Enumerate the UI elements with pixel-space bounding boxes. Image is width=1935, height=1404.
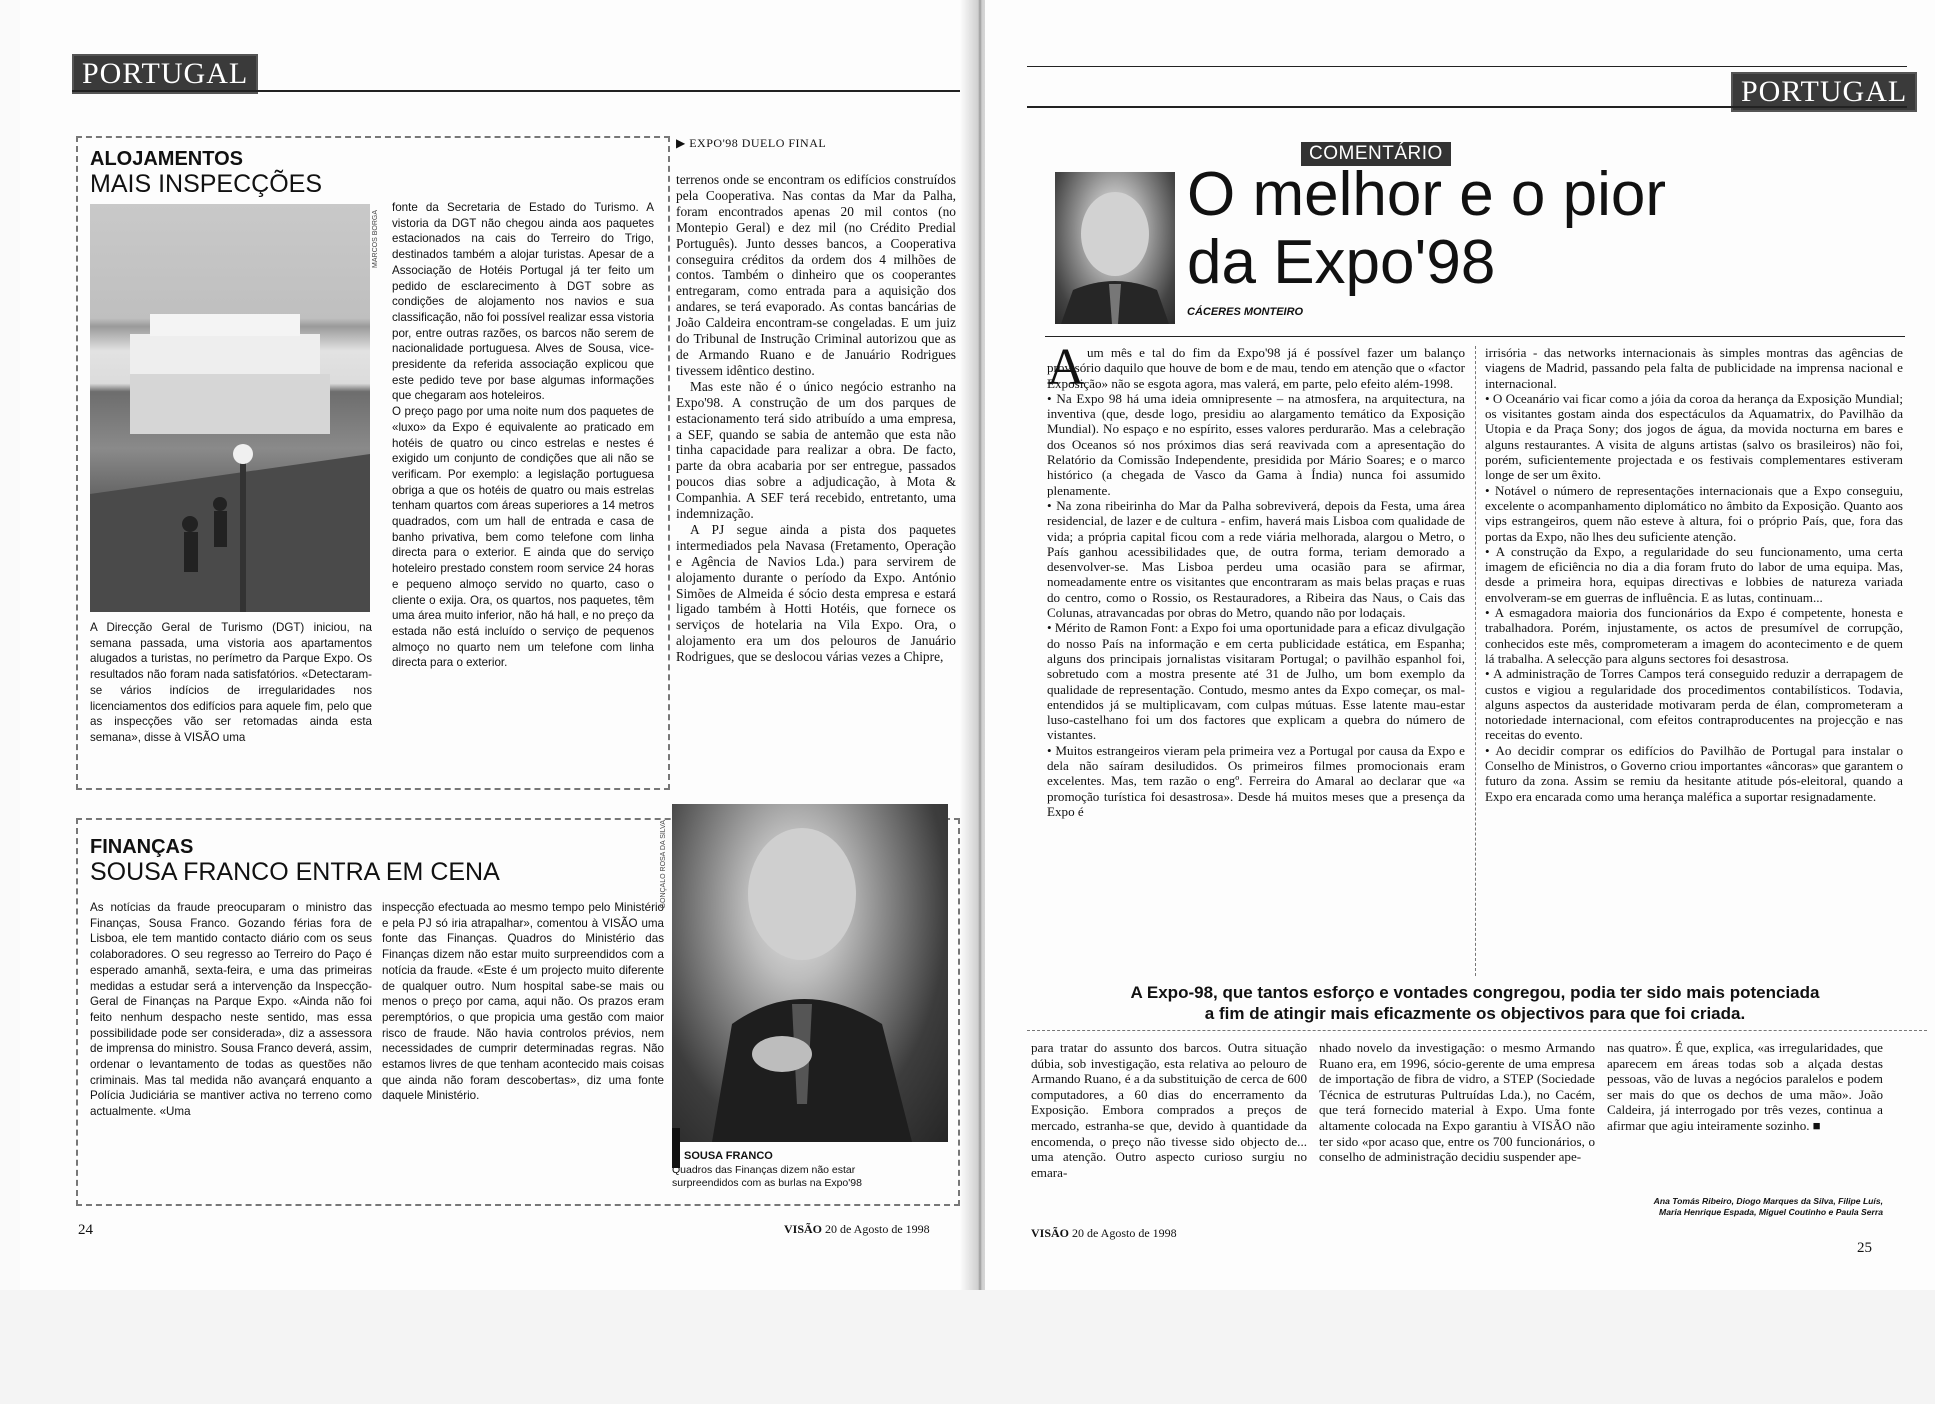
comment-label: COMENTÁRIO (1301, 142, 1451, 166)
footer-mag: VISÃO (784, 1222, 823, 1236)
paragraph: • Ao decidir comprar os edifícios do Pavilhão de Portugal para instalar o Conselho de Ministros, o Governo criou importantes «âncoras» que garantem o futuro da zona. Assim se remiu da hesitante atitude pós-eleitoral, quando a Expo era encarada como uma herança maléfica a suportar resignadamente. (1485, 742, 1903, 804)
author-photo (1055, 172, 1175, 324)
headline-line1: O melhor e o pior (1187, 160, 1666, 229)
duelo-kicker: ▶ EXPO'98 DUELO FINAL (676, 136, 827, 150)
bottom-col2: nhado novelo da investigação: o mesmo Armando Ruano era, em 1996, sócio-gerente de uma empresa de importação de fibra de vidro, a STEP (Sociedade Técnica de estruturas Pultruídas Lda.), no Cacém, que terá fornecido material à Expo. Uma fonte altamente colocada na Expo garantiu à VISÃO não ter sido «por acaso que, entre os 700 funcionários, o conselho de administração decidiu suspender ape- (1319, 1040, 1595, 1165)
credits (1607, 1196, 1883, 1218)
paragraph: terrenos onde se encontram os edifícios construídos pela Cooperativa. Nas contas da Mar da Palha, foram encontrados apenas 20 mil contos (no Montepio Geral) e dez mil (no Crédito Predial Português). Junto desses bancos, a Cooperativa conseguira créditos da ordem dos 4 milhões de contos. Também o dinheiro que os cooperantes entregaram, como entrada para a aquisição dos andares, se terá evaporado. As contas bancárias de João Caldeira encontram-se congeladas. E um juiz do Tribunal de Instrução Criminal autorizou que as de Armando Ruano e de Januário Rodrigues tivessem idêntico destino. (676, 172, 956, 378)
photo-credit: GONÇALO ROSA DA SILVA (660, 820, 667, 909)
paragraph: O preço pago por uma noite num dos paquetes de «luxo» da Expo é equivalente ao praticado em hotéis de quatro ou cinco estrelas e nestes é exigido um conjunto de condições que ali não se verificam. Por exemplo: a legislação portuguesa obriga a que os hotéis de quatro ou mais estrelas tenham quartos com áreas superiores a 14 metros quadrados, com um hall de entrada e casa de banho privativa, bem como telefone com linha directa para o exterior. E ainda que do serviço hoteleiro prestado constem room service 24 horas e pequeno almoço servido no quarto, caso o cliente o exija. Ora, os quartos, nos paquetes, têm uma área muito inferior, não há hall, e no preço da estada não está incluído o serviço de pequenos almoço no quarto nem um telefone com linha directa para o exterior. (392, 405, 654, 670)
section-divider (1027, 1030, 1927, 1031)
box-kicker: FINANÇAS (90, 836, 194, 858)
sousa-franco-photo (672, 804, 948, 1142)
paragraph: • Mérito de Ramon Font: a Expo foi uma oportunidade para a eficaz divulgação do nosso País na informação e em certa publicidade estática, em Espanha; alguns dos principais jornalistas visitaram Portugal; o pavilhão espanhol foi, sobretudo com a mostra presente até 31 de Julho, um bom exemplo da qualidade de representação. Contudo, mesmo antes da Expo começar, os mal-entendidos já se multiplicavam, com culpas mútuas. Esse latente mau-estar luso-castelhano foi um dos factores que explicam a quebra do número de vistantes. (1047, 620, 1465, 743)
portrait-illustration (672, 804, 948, 1142)
page-number: 25 (1857, 1240, 1872, 1256)
paragraph: • Na Expo 98 há uma ideia omnipresente – na atmosfera, na arquitectura, na inventiva (que, desde logo, presidiu ao alargamento temático da Exposição Mundial). No espaço e no espírito, esses valores perdurarão. Mas a celebração dos Oceanos só nos próximos dias será reavivada com a apresentação do Relatório da Comissão Independente, presidida por Mário Soares; e o marco histórico (a chegada de Vasco da Gama à Índia) nunca foi assumido plenamente. (1047, 390, 1465, 498)
ship-illustration (90, 204, 370, 612)
financas-col1: As notícias da fraude preocuparam o ministro das Finanças, Sousa Franco. Gozando férias fora de Lisboa, ele tem mantido contacto diário com os seus colaboradores. O seu regresso ao Terreiro do Paço é esperado amanhã, sexta-feira, e uma das primeiras medidas a estudar será a intervenção da Inspecção-Geral de Finanças na Parque Expo. «Ainda não foi feito nenhum despacho neste sentido, mas essa possibilidade pode ser considerada», diz a assessora de imprensa do ministro. Sousa Franco deverá, assim, ordenar o levantamento de todas as questões não criminais. Mas tal medida não avançará enquanto a Polícia Judiciária se mantiver activa no terreno como actualmente. «Uma (90, 901, 372, 1119)
paragraph: • Notável o número de representações internacionais que a Expo conseguiu, excelente o acompanhamento diplomático no âmbito da Exposição. Quanto aos vips estrangeiros, quem não esteve à altura, foi o próprio País, que, fora das portas da Expo, não lhes deu suficiente atenção. (1485, 482, 1903, 544)
pull-quote (1045, 982, 1905, 1024)
box-headline: SOUSA FRANCO ENTRA EM CENA (90, 858, 500, 886)
pull-quote-line1: A Expo-98, que tantos esforço e vontades congregou, podia ter sido mais potenciada (1130, 983, 1820, 1002)
scan-background (0, 1290, 1935, 1404)
credits-line1: Ana Tomás Ribeiro, Diogo Marques da Silva, Filipe Luís, (1653, 1196, 1883, 1206)
bottom-col3: nas quatro». É que, explica, «as irregularidades, que aparecem em áreas todas sob a alçada destas pessoas, vão de luvas a negócios paralelos e podem ser mais do que os dechos de uma mão». João Caldeira, já interrogado por três vezes, continua a afirmar que agiu inteiramente sozinho. ■ (1607, 1040, 1883, 1133)
paragraph: um mês e tal do fim da Expo'98 já é possível fazer um balanço provisório daquilo que houve de bom e de mau, tendo em atenção que o «factor Exposição» não se esgota agora, mas valerá, em parte, pelo efeito além-1998. (1047, 345, 1465, 391)
footer (784, 1222, 930, 1237)
pull-quote-line2: a fim de atingir mais eficazmente os objectivos para que foi criada. (1204, 1004, 1746, 1023)
box-kicker: ALOJAMENTOS (90, 148, 243, 170)
alojamentos-col1: A Direcção Geral de Turismo (DGT) iniciou, na semana passada, uma vistoria aos apartamentos alugados a turistas, no perímetro da Parque Expo. Os resultados não foram nada satisfatórios. «Detectaram-se vários indícios de irregularidades nos licenciamentos dos edifícios para aquele fim, pelo que as inspecções vão ser retomadas ainda esta semana», disse à VISÃO uma (90, 621, 372, 744)
footer (1031, 1226, 1177, 1241)
section-tag: PORTUGAL (1731, 72, 1917, 112)
paragraph: • A administração de Torres Campos terá conseguido reduzir a derrapagem de custos e vigiou a regularidade dos procedimentos contabilísticos. Todavia, alguns aspectos da austeridade motivaram perda de élan, comprometeram a notoriedade internacional, com efeitos contraproducentes na projecção e nas receitas do evento. (1485, 666, 1903, 743)
credits-line2: Maria Henrique Espada, Miguel Coutinho e Paula Serra (1659, 1207, 1883, 1217)
byline-rule (1045, 336, 1905, 337)
photo-credit: MARCOS BORGA (372, 210, 379, 268)
page-number: 24 (78, 1222, 93, 1238)
header-rule (1027, 106, 1907, 108)
ship-photo (90, 204, 370, 612)
caption-name: SOUSA FRANCO (684, 1150, 773, 1162)
paragraph: • O Oceanário vai ficar como a jóia da coroa da herança da Exposição Mundial; os visitantes gostam ainda dos espectáculos da Aquamatrix, do Pavilhão da Utopia e da Praça Sony; dos jogos de água, da movida nocturna em bares e alguns restaurantes. A visita de alguns artistas (salvo os brasileiros) não foi, porém, suficientemente projectada e os festivais complementares estiveram longe de ser um êxito. (1485, 390, 1903, 483)
duelo-column (676, 172, 956, 665)
top-thin-rule (1027, 66, 1907, 67)
alojamentos-col2 (392, 200, 654, 671)
box-headline: MAIS INSPECÇÕES (90, 170, 322, 198)
author-byline: CÁCERES MONTEIRO (1187, 306, 1304, 318)
comment-col1 (1047, 345, 1465, 819)
column-divider (1475, 346, 1476, 976)
paragraph: • A esmagadora maioria dos funcionários da Expo é competente, honesta e trabalhadora. Porém, injustamente, os actos de presumível de corrupção, conhecidos este mês, comprometeram a imagem do acontecimento e de quem lá trabalha. A selecção para alguns sectores foi desastrosa. (1485, 605, 1903, 666)
footer-mag: VISÃO (1031, 1226, 1070, 1240)
header-rule (72, 90, 962, 92)
paragraph: • Muitos estrangeiros vieram pela primeira vez a Portugal por causa da Expo e dela não saíram desiludidos. Os primeiros filmes promocionais eram excelentes. Mas, tem razão o engº. Ferreira do Amaral ao declarar que «a promoção turística foi desastrosa». Desde há muitos meses que a presença da Expo é (1047, 742, 1465, 819)
paragraph: • A construção da Expo, a regularidade do seu funcionamento, uma certa imagem de eficiência no dia a dia foram fruto do labor de uma equipa. Mas, desde a primeira hora, equipas directivas e lobbies de natureza variada envolveram-se em guerras de influência. E as lutas, continuam... (1485, 543, 1903, 605)
footer-date: 20 de Agosto de 1998 (825, 1222, 930, 1236)
bottom-col1: para tratar do assunto dos barcos. Outra situação dúbia, sob investigação, esta relativa ao pelouro de Armando Ruano, é a da substituição de cerca de 600 computadores, a 60 dias do encerramento da Exposição. Embora comprados a preços de mercado, estranha-se que, devido à quantidade da encomenda, o preço não tivesse sido objecto de... uma atenção. Outro aspecto curioso surgiu no emara- (1031, 1040, 1307, 1180)
paragraph: Mas este não é o único negócio estranho na Expo'98. A construção de um dos parques de estacionamento terá sido atribuído a uma empresa, a SEF, quando se sabia de antemão que esta não tinha capacidade para realizar a obra. De facto, parte da obra acabaria por ser entregue, passados poucos dias sobre a adjudicação, à Mota & Companhia. A SEF terá recebido, entretanto, uma indemnização. (676, 378, 956, 522)
comment-col2 (1485, 345, 1903, 804)
headline-line2: da Expo'98 (1187, 228, 1496, 297)
dropcap: A (1047, 339, 1085, 396)
financas-col2: inspecção efectuada ao mesmo tempo pelo Ministério e pela PJ só iria atrapalhar», comentou à VISÃO uma fonte das Finanças. Quadros do Ministério das Finanças dizem não estar muito surpreendidos com a notícia da fraude. «Este é um projecto muito diferente de qualquer outro. Num hospital sabe-se mais ou menos o preço por cama, aqui não. Os prazos eram peremptórios, o que propicia uma gestão com maior risco de fraude. Não havia controlos prévios, nem necessidades de cumprir determinadas regras. Não estamos livres de que tenham acontecido mais coisas que ainda não foram descobertas», diz uma fonte daquele Ministério. (382, 901, 664, 1103)
paragraph: fonte da Secretaria de Estado do Turismo. A vistoria da DGT não chegou ainda aos paquetes estacionados na cais do Terreiro do Trigo, destinados também a alojar turistas. Apesar de a Associação de Hotéis Portugal já ter feito um pedido de esclarecimento à DGT sobre as condições de alojamento nos navios e sua classificação, não foi possível realizar essa vistoria por, entre outras razões, os barcos não serem de nacionalidade portuguesa. Alves de Sousa, vice-presidente da referida associação explicou que este pedido teve por base algumas informações que chegaram aos hoteleiros. (392, 201, 654, 403)
section-tag: PORTUGAL (72, 54, 258, 94)
paragraph: A PJ segue ainda a pista dos paquetes intermediados pela Navasa (Fretamento, Operação e Agência de Navios Lda.) para servirem de alojamento durante o período da Expo. António Simões de Almeida é sócio desta empresa e estará ligado também à Hotti Hotéis, que fornece os serviços de hotelaria na Vila Expo. Ora, o alojamento era um dos pelouros de Januário Rodrigues, que se deslocou várias vezes a Chipre, (676, 521, 956, 665)
footer-date: 20 de Agosto de 1998 (1072, 1226, 1177, 1240)
right-page (985, 0, 1935, 1290)
author-illustration (1055, 172, 1175, 324)
paragraph: • Na zona ribeirinha do Mar da Palha sobreviverá, depois da Festa, uma área residencial, de lazer e de cultura - enfim, haverá mais Lisboa com qualidade de vida; a própria capital ficou com a rede viária melhorada, alargou o Metro, o País ganhou acessibilidades que, de outra forma, teriam demorado a desenvolver-se. Mas Lisboa perdeu uma ocasião para se afirmar, nomeadamente entre os visitantes que encontraram as mais belas praças e ruas do centro, como o Rossio, os Restauradores, a Ribeira das Naus, o Cais das Colunas, atravancadas por obras do Metro, quando não por lodaçais. (1047, 497, 1465, 621)
left-page (20, 0, 975, 1290)
caption-text: Quadros das Finanças dizem não estar surpreendidos com as burlas na Expo'98 (672, 1164, 862, 1189)
paragraph: irrisória - das networks internacionais às simples montras das agências de viagens de Madrid, passando pela falta de publicidade na imprensa nacional e internacional. (1485, 345, 1903, 391)
caption-bar (672, 1128, 680, 1168)
